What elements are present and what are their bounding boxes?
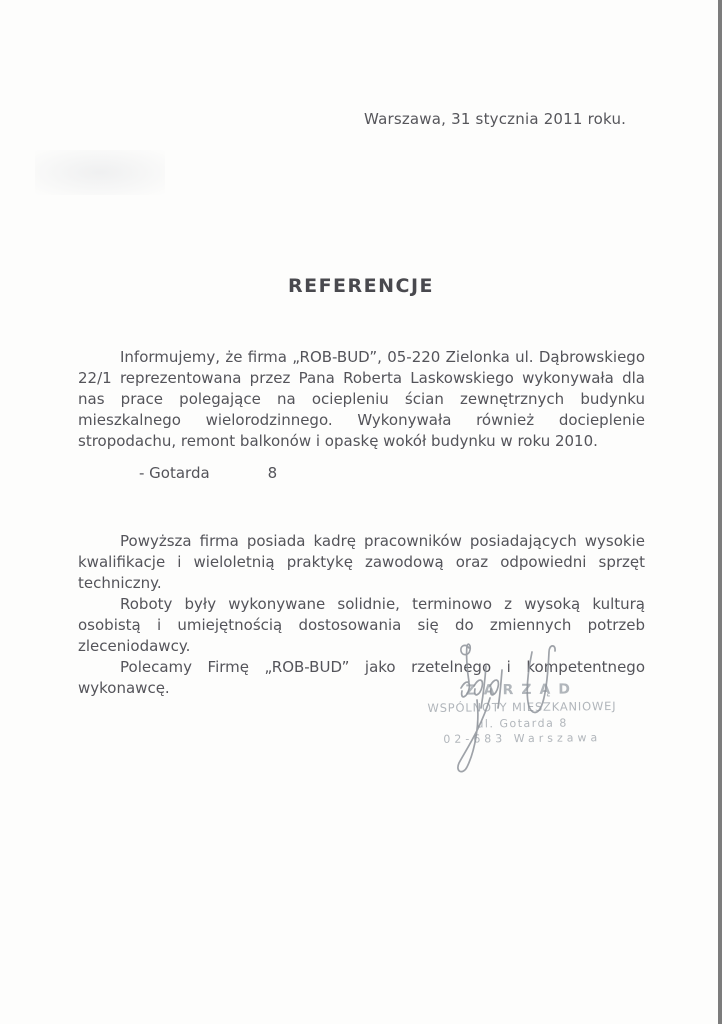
scan-edge-artifact (718, 0, 722, 1024)
stamp-and-signature-area (410, 636, 640, 786)
date-line: Warszawa, 31 stycznia 2011 roku. (364, 110, 627, 128)
paragraph-quality: Roboty były wykonywane solidnie, terminowo z wysoką kulturą osobistą i umiejętnością dostosowania się do zmiennych potrzeb zleceniodawcy. (78, 595, 645, 655)
stamp-org-name: ZARZĄD (465, 681, 579, 699)
stamp-street: ul. Gotarda 8 (476, 716, 568, 731)
building-reference-line (139, 464, 277, 482)
paragraph-recommendation: Polecamy Firmę „ROB-BUD” jako rzetelnego i kompetentnego wykonawcę. (78, 658, 645, 697)
stamp-city: 02-683 Warszawa (443, 731, 602, 746)
paragraph-staff: Powyższa firma posiada kadrę pracowników posiadających wysokie kwalifikacje i wieloletnią praktykę zawodową oraz odpowiedni sprzęt techniczny. (78, 532, 645, 592)
paragraph-intro: Informujemy, że firma „ROB-BUD”, 05-220 Zielonka ul. Dąbrowskiego 22/1 reprezentowana przez Pana Roberta Laskowskiego wykonywała dla nas prace polegające na ociepleniu ścian zewnętrznych budynku mieszkalnego wielorodzinnego. Wykonywała również docieplenie stropodachu, remont balkonów i opaskę wokół budynku w roku 2010. (78, 348, 645, 450)
handwritten-signature (428, 636, 568, 781)
scan-smudge-artifact (35, 150, 165, 195)
stamp-org-type: WSPÓLNOTY MIESZKANIOWEJ (427, 699, 617, 715)
document-title: REFERENCJE (287, 275, 435, 297)
building-reference-number: 8 (267, 464, 278, 482)
building-reference-label: - Gotarda (139, 464, 210, 482)
